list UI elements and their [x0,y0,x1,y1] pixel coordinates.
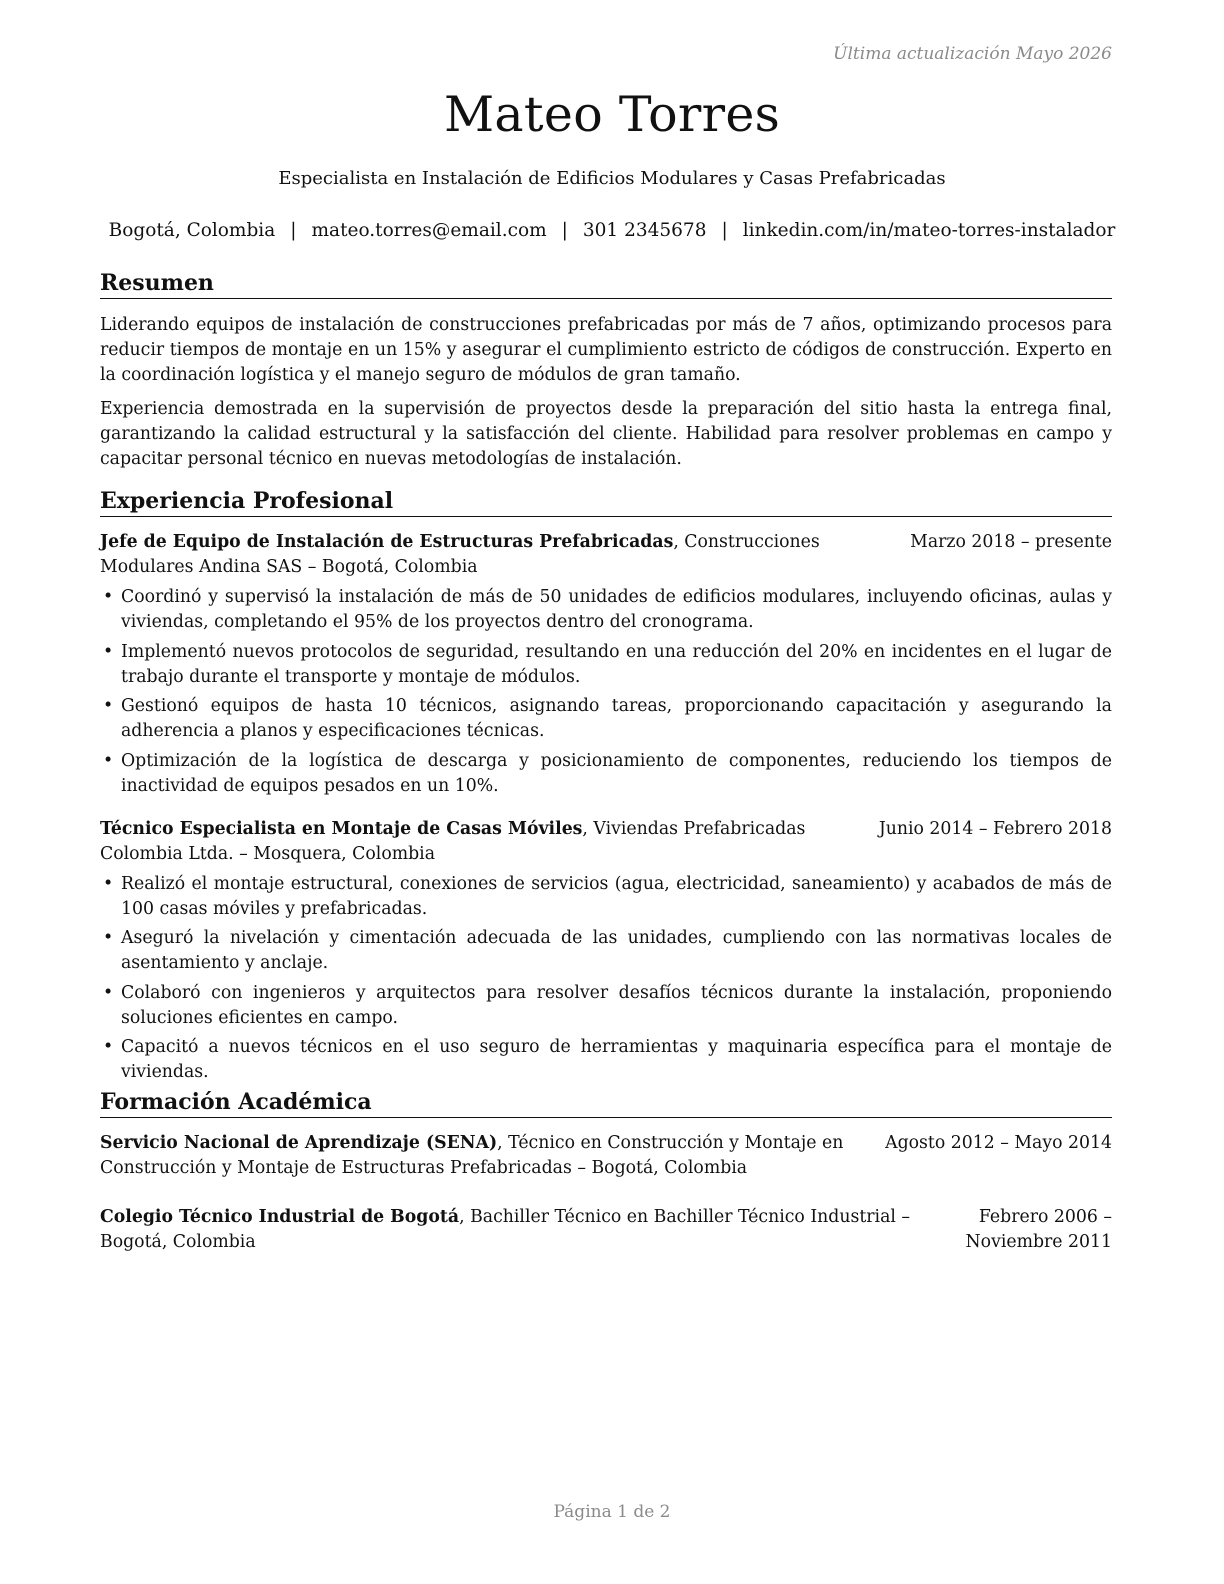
job-header [100,530,1112,580]
job-entry [100,817,1112,1086]
education-program: , Técnico en Construcción y Montaje en Construcción y Montaje de Estructuras Prefabricadas – Bogotá, Colombia [100,1133,844,1178]
bullet-text: Colaboró con ingenieros y arquitectos para resolver desafíos técnicos durante la instalación, proponiendo soluciones eficientes en campo. [121,982,1112,1028]
education-dates: Febrero 2006 – Noviembre 2011 [965,1207,1112,1252]
page-number: Página 1 de 2 [553,1502,671,1522]
section-title-summary: Resumen [100,270,1112,299]
list-item [100,926,1112,976]
experience-section [100,488,1112,1090]
bullet-icon: • [103,1037,114,1057]
contact-separator: | [290,220,297,241]
job-role: Técnico Especialista en Montaje de Casas Móviles [100,818,583,839]
bullet-icon: • [103,641,114,662]
job-bullets [100,872,1112,1086]
bullet-text: Realizó el montaje estructural, conexiones de servicios (agua, electricidad, saneamiento) y acabados de más de 100 casas móviles y prefabricadas. [121,873,1112,919]
bullet-icon: • [103,696,114,716]
bullet-icon: • [103,928,114,948]
contact-email[interactable]: mateo.torres@email.com [311,220,547,241]
contact-location: Bogotá, Colombia [108,220,276,241]
bullet-text: Gestionó equipos de hasta 10 técnicos, asignando tareas, proporcionando capacitación y asegurando la adherencia a planos y especificaciones técnicas. [121,696,1112,741]
bullet-text: Coordinó y supervisó la instalación de más de 50 unidades de edificios modulares, incluyendo oficinas, aulas y viviendas, completando el 95% de los proyectos dentro del cronograma. [121,587,1112,632]
contact-separator: | [561,220,568,241]
candidate-name: Mateo Torres [443,86,781,143]
education-institution: Colegio Técnico Industrial de Bogotá [100,1207,460,1227]
job-bullets [100,585,1112,799]
last-updated: Última actualización Mayo 2026 [833,44,1112,64]
list-item [100,694,1112,744]
bullet-text: Implementó nuevos protocolos de seguridad, resultando en una reducción del 20% en incidentes en el lugar de trabajo durante el transporte y montaje de módulos. [121,641,1112,687]
contact-line [0,220,1224,241]
job-header [100,817,1112,867]
contact-phone: 301 2345678 [582,220,707,241]
education-entry [100,1205,1112,1255]
headline: Especialista en Instalación de Edificios Modulares y Casas Prefabricadas [278,168,946,189]
section-title-education: Formación Académica [100,1089,1112,1118]
education-dates: Agosto 2012 – Mayo 2014 [885,1133,1112,1153]
list-item [100,749,1112,799]
education-institution: Servicio Nacional de Aprendizaje (SENA) [100,1133,498,1153]
list-item [100,640,1112,690]
job-dates: Junio 2014 – Febrero 2018 [878,818,1112,839]
list-item [100,1035,1112,1085]
job-entry [100,530,1112,799]
list-item [100,981,1112,1031]
list-item [100,585,1112,635]
education-entry [100,1131,1112,1181]
bullet-icon: • [103,873,114,894]
contact-separator: | [721,220,728,241]
job-company: , Viviendas Prefabricadas Colombia Ltda. – Mosquera, Colombia [100,818,806,864]
summary-section [100,270,1112,472]
bullet-text: Capacitó a nuevos técnicos en el uso seguro de herramientas y maquinaria específica para el montaje de viviendas. [121,1037,1112,1082]
bullet-icon: • [103,982,114,1003]
bullet-icon: • [103,750,114,771]
job-dates: Marzo 2018 – presente [910,532,1112,552]
list-item [100,872,1112,922]
summary-paragraph: Liderando equipos de instalación de construcciones prefabricadas por más de 7 años, optimizando procesos para reducir tiempos de montaje en un 15% y asegurar el cumplimiento estricto de códigos de construcción. Experto en la coordinación logística y el manejo seguro de módulos de gran tamaño. [100,315,1112,385]
education-section [100,1089,1112,1255]
bullet-text: Aseguró la nivelación y cimentación adecuada de las unidades, cumpliendo con las normativas locales de asentamiento y anclaje. [121,928,1112,973]
section-title-experience: Experiencia Profesional [100,488,1112,517]
job-role: Jefe de Equipo de Instalación de Estructuras Prefabricadas [100,532,674,552]
education-program: , Bachiller Técnico en Bachiller Técnico Industrial – Bogotá, Colombia [100,1207,911,1252]
job-company: , Construcciones Modulares Andina SAS – Bogotá, Colombia [100,532,820,577]
bullet-icon: • [103,587,114,607]
contact-linkedin[interactable]: linkedin.com/in/mateo-torres-instalador [742,220,1116,241]
bullet-text: Optimización de la logística de descarga y posicionamiento de componentes, reduciendo los tiempos de inactividad de equipos pesados en un 10%. [121,750,1112,796]
summary-paragraph: Experiencia demostrada en la supervisión de proyectos desde la preparación del sitio hasta la entrega final, garantizando la calidad estructural y la satisfacción del cliente. Habilidad para resolver problemas en campo y capacitar personal técnico en nuevas metodologías de instalación. [100,399,1112,469]
